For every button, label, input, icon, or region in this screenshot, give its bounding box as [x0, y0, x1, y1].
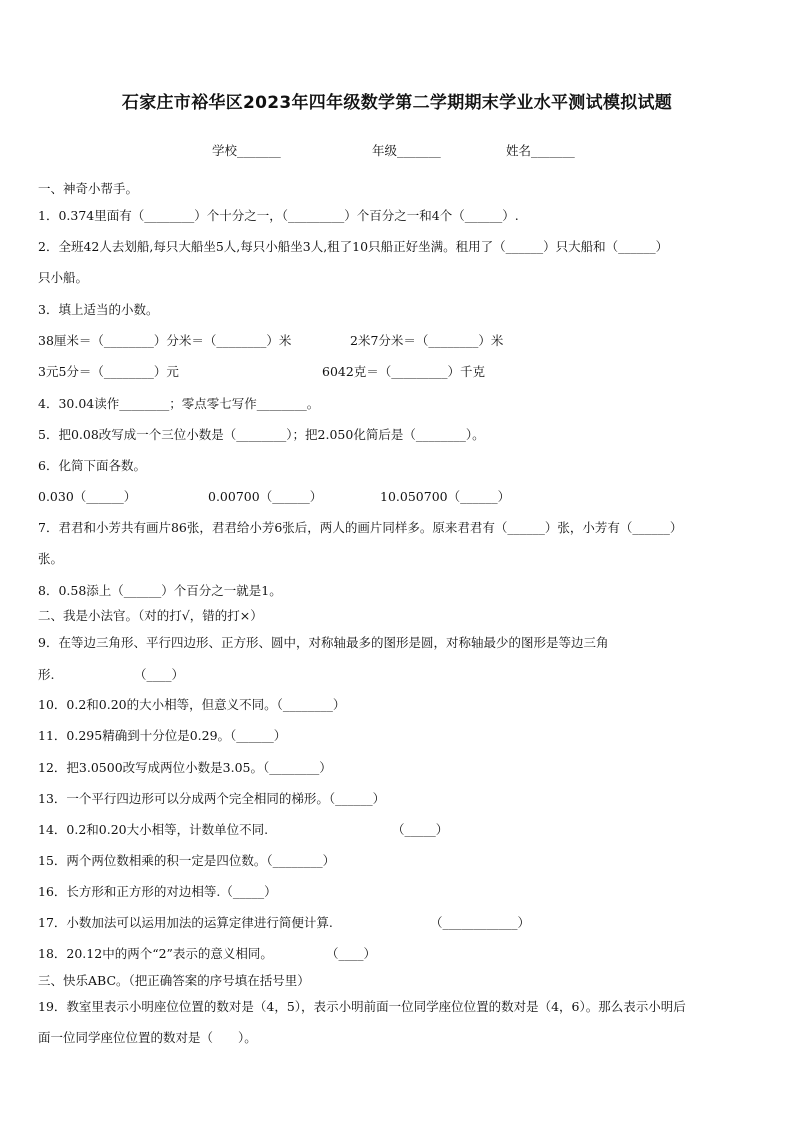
question-19-line-1: 19．教室里表示小明座位位置的数对是（4，5），表示小明前面一位同学座位位置的数对是（4，6）。那么表示小明后 [38, 999, 686, 1014]
question-6-item-a: 0.030（______） [38, 489, 137, 504]
question-13: 13．一个平行四边形可以分成两个完全相同的梯形。（______） [38, 791, 386, 806]
question-14: 14．0.2和0.20大小相等，计数单位不同. [38, 822, 269, 837]
question-2-line-2: 只小船。 [38, 270, 89, 285]
question-12: 12．把3.0500改写成两位小数是3.05。（________） [38, 760, 332, 775]
question-3-row-2-b: 6042克＝（_________）千克 [322, 364, 486, 379]
question-14-answer: （_____） [392, 822, 449, 837]
question-8: 8．0.58添上（______）个百分之一就是1。 [38, 583, 282, 598]
question-9-answer: （____） [134, 667, 185, 682]
question-7-line-1: 7．君君和小芳共有画片86张，君君给小芳6张后，两人的画片同样多。原来君君有（______）张，小芳有（______） [38, 520, 683, 535]
question-2-line-1: 2．全班42人去划船,每只大船坐5人,每只小船坐3人,租了10只船正好坐满。租用了（______）只大船和（______） [38, 239, 669, 254]
question-6: 6．化简下面各数。 [38, 458, 146, 473]
question-15: 15．两个两位数相乘的积一定是四位数。（________） [38, 853, 336, 868]
question-19-line-2: 面一位同学座位位置的数对是（ ）。 [38, 1030, 257, 1045]
question-9-line-1: 9．在等边三角形、平行四边形、正方形、圆中，对称轴最多的图形是圆，对称轴最少的图形是等边三角 [38, 635, 609, 650]
question-1: 1．0.374里面有（________）个十分之一，（_________）个百分之一和4个（______）. [38, 208, 519, 223]
question-4: 4．30.04读作________；零点零七写作________。 [38, 396, 320, 411]
grade-field: 年级_______ [372, 143, 441, 158]
question-3-row-1-b: 2米7分米＝（________）米 [350, 333, 504, 348]
page-title: 石家庄市裕华区2023年四年级数学第二学期期末学业水平测试模拟试题 [121, 93, 673, 113]
question-10: 10．0.2和0.20的大小相等，但意义不同。（________） [38, 697, 346, 712]
question-6-item-c: 10.050700（______） [380, 489, 511, 504]
question-18-answer: （____） [326, 946, 377, 961]
section-2-heading: 二、我是小法官。（对的打√，错的打×） [38, 608, 263, 623]
school-field: 学校_______ [212, 143, 281, 158]
question-3-row-1-a: 38厘米＝（________）分米＝（________）米 [38, 333, 292, 348]
section-3-heading: 三、快乐ABC。（把正确答案的序号填在括号里） [38, 973, 310, 988]
question-3-row-2-a: 3元5分＝（________）元 [38, 364, 179, 379]
section-1-heading: 一、神奇小帮手。 [38, 181, 139, 196]
question-16: 16．长方形和正方形的对边相等.（_____） [38, 884, 277, 899]
name-field: 姓名_______ [506, 143, 575, 158]
question-3: 3．填上适当的小数。 [38, 302, 159, 317]
question-11: 11．0.295精确到十分位是0.29。（______） [38, 728, 287, 743]
question-6-item-b: 0.00700（______） [208, 489, 323, 504]
question-7-line-2: 张。 [38, 551, 64, 566]
question-5: 5．把0.08改写成一个三位小数是（________）；把2.050化简后是（________）。 [38, 427, 485, 442]
question-17-answer: （____________） [430, 915, 531, 930]
question-9-line-2: 形. [38, 667, 55, 682]
question-17: 17．小数加法可以运用加法的运算定律进行简便计算. [38, 915, 333, 930]
question-18: 18．20.12中的两个“2”表示的意义相同。 [38, 946, 273, 961]
